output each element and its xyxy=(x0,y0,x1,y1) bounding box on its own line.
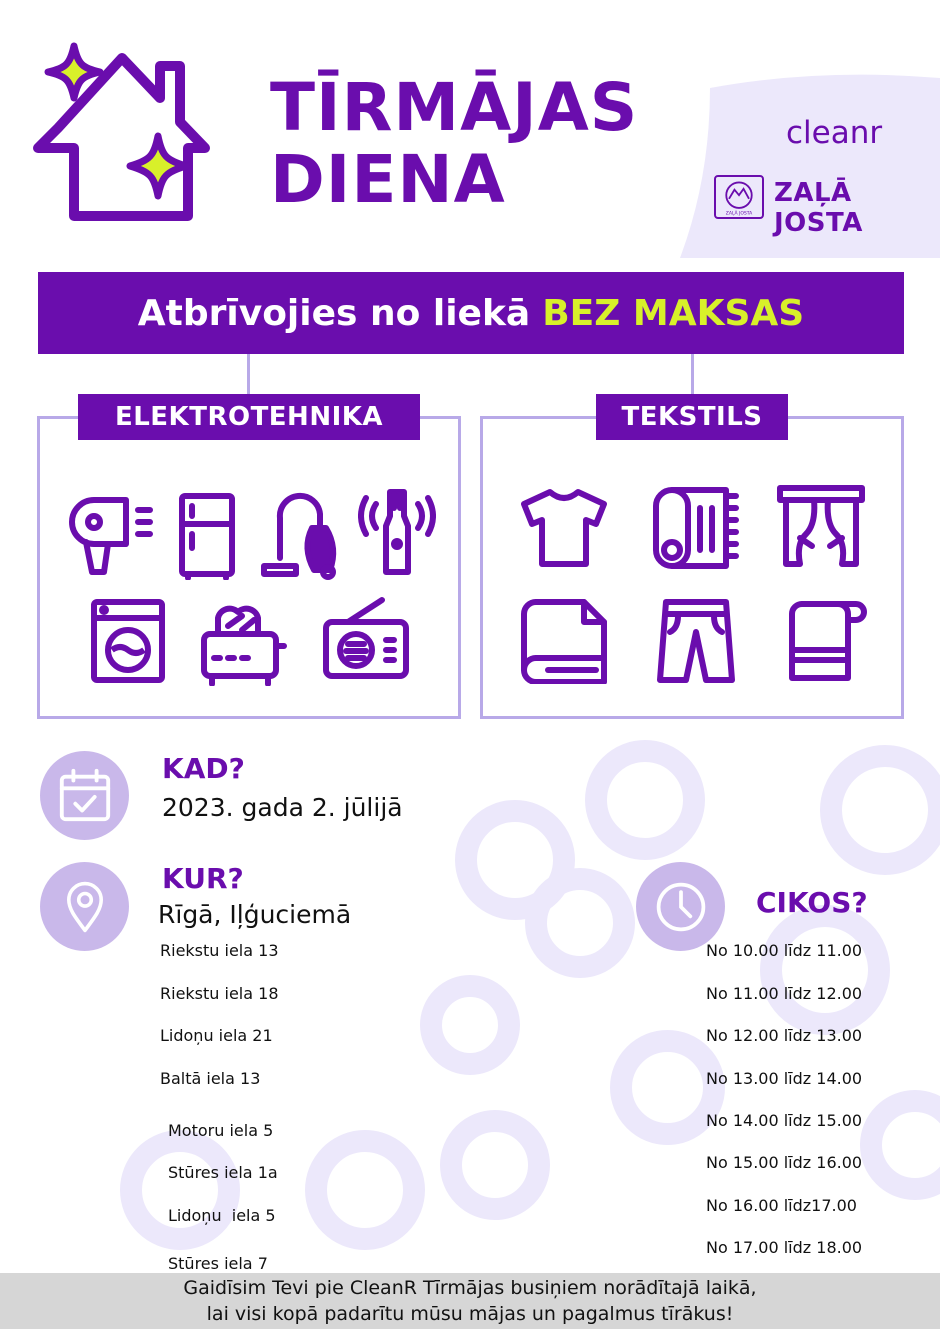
decorative-ring xyxy=(305,1130,425,1250)
decorative-ring xyxy=(120,1130,240,1250)
connector-line xyxy=(691,354,694,396)
folded-blanket-icon xyxy=(520,598,610,684)
address-item: Baltā iela 13 xyxy=(160,1069,261,1088)
time-slot: No 12.00 līdz 13.00 xyxy=(706,1026,863,1045)
free-disposal-banner xyxy=(38,272,904,354)
cleanr-logo: cleanr xyxy=(786,115,883,151)
title-line-2: DIENA xyxy=(270,141,506,218)
radio-icon xyxy=(320,596,410,682)
electronics-label: ELEKTROTEHNIKA xyxy=(78,394,420,440)
when-label: KAD? xyxy=(162,752,245,785)
time-slot: No 13.00 līdz 14.00 xyxy=(706,1069,863,1088)
curtains-icon xyxy=(776,484,866,570)
title-line-1: TĪRMĀJAS xyxy=(270,69,639,146)
electric-toothbrush-icon xyxy=(358,486,436,578)
address-item: Riekstu iela 13 xyxy=(160,941,279,960)
address-item: Stūres iela 1a xyxy=(168,1163,278,1182)
address-item: Lidoņu iela 21 xyxy=(160,1026,273,1045)
footer-message xyxy=(0,1273,940,1329)
address-item: Lidoņu iela 5 xyxy=(168,1206,276,1225)
event-date: 2023. gada 2. jūlijā xyxy=(162,793,403,822)
decorative-ring xyxy=(585,740,705,860)
page-title xyxy=(270,69,639,218)
washing-machine-icon xyxy=(90,598,166,684)
footer-line-1: Gaidīsim Tevi pie CleanR Tīrmājas busiņiem norādītajā laikā, xyxy=(183,1277,757,1299)
time-slot: No 14.00 līdz 15.00 xyxy=(706,1111,863,1130)
decorative-ring xyxy=(440,1110,550,1220)
sparkling-house-icon xyxy=(30,38,215,223)
clock-circle xyxy=(636,862,725,951)
textiles-label: TEKSTILS xyxy=(596,394,788,440)
address-item: Riekstu iela 18 xyxy=(160,984,279,1003)
calendar-circle xyxy=(40,751,129,840)
rolled-carpet-icon xyxy=(652,486,742,570)
tshirt-icon xyxy=(520,486,608,568)
time-slot: No 16.00 līdz17.00 xyxy=(706,1196,857,1215)
banner-highlight: BEZ MAKSAS xyxy=(542,292,805,334)
time-label: CIKOS? xyxy=(756,886,868,919)
decorative-ring xyxy=(760,905,890,1035)
location-name: Rīgā, Iļģuciemā xyxy=(158,900,352,929)
zala-emblem-text: ZAĻĀ JOSTA xyxy=(725,211,753,217)
toaster-icon xyxy=(198,600,288,686)
hair-dryer-icon xyxy=(64,492,156,578)
calendar-icon xyxy=(56,767,114,825)
connector-line xyxy=(247,354,250,396)
address-item: Motoru iela 5 xyxy=(168,1121,274,1140)
clock-icon xyxy=(653,879,709,935)
vacuum-cleaner-icon xyxy=(258,488,344,580)
time-slot: No 15.00 līdz 16.00 xyxy=(706,1153,863,1172)
zala-josta-emblem xyxy=(714,175,764,219)
decorative-ring xyxy=(860,1090,940,1200)
towel-icon xyxy=(782,598,868,684)
time-slot: No 11.00 līdz 12.00 xyxy=(706,984,863,1003)
where-label: KUR? xyxy=(162,862,244,895)
trousers-icon xyxy=(656,598,736,684)
decorative-ring xyxy=(525,868,635,978)
location-pin-icon xyxy=(58,880,112,934)
time-slot: No 17.00 līdz 18.00 xyxy=(706,1238,863,1257)
footer-line-2: lai visi kopā padarītu mūsu mājas un pagalmus tīrākus! xyxy=(206,1303,734,1325)
address-item: Stūres iela 7 xyxy=(168,1254,268,1273)
decorative-ring xyxy=(820,745,940,875)
time-slot: No 10.00 līdz 11.00 xyxy=(706,941,863,960)
zala-josta-logo: ZAĻĀ JOSTA xyxy=(774,178,863,238)
decorative-ring xyxy=(420,975,520,1075)
banner-text: Atbrīvojies no liekā xyxy=(137,292,531,334)
location-circle xyxy=(40,862,129,951)
fridge-icon xyxy=(178,492,236,580)
